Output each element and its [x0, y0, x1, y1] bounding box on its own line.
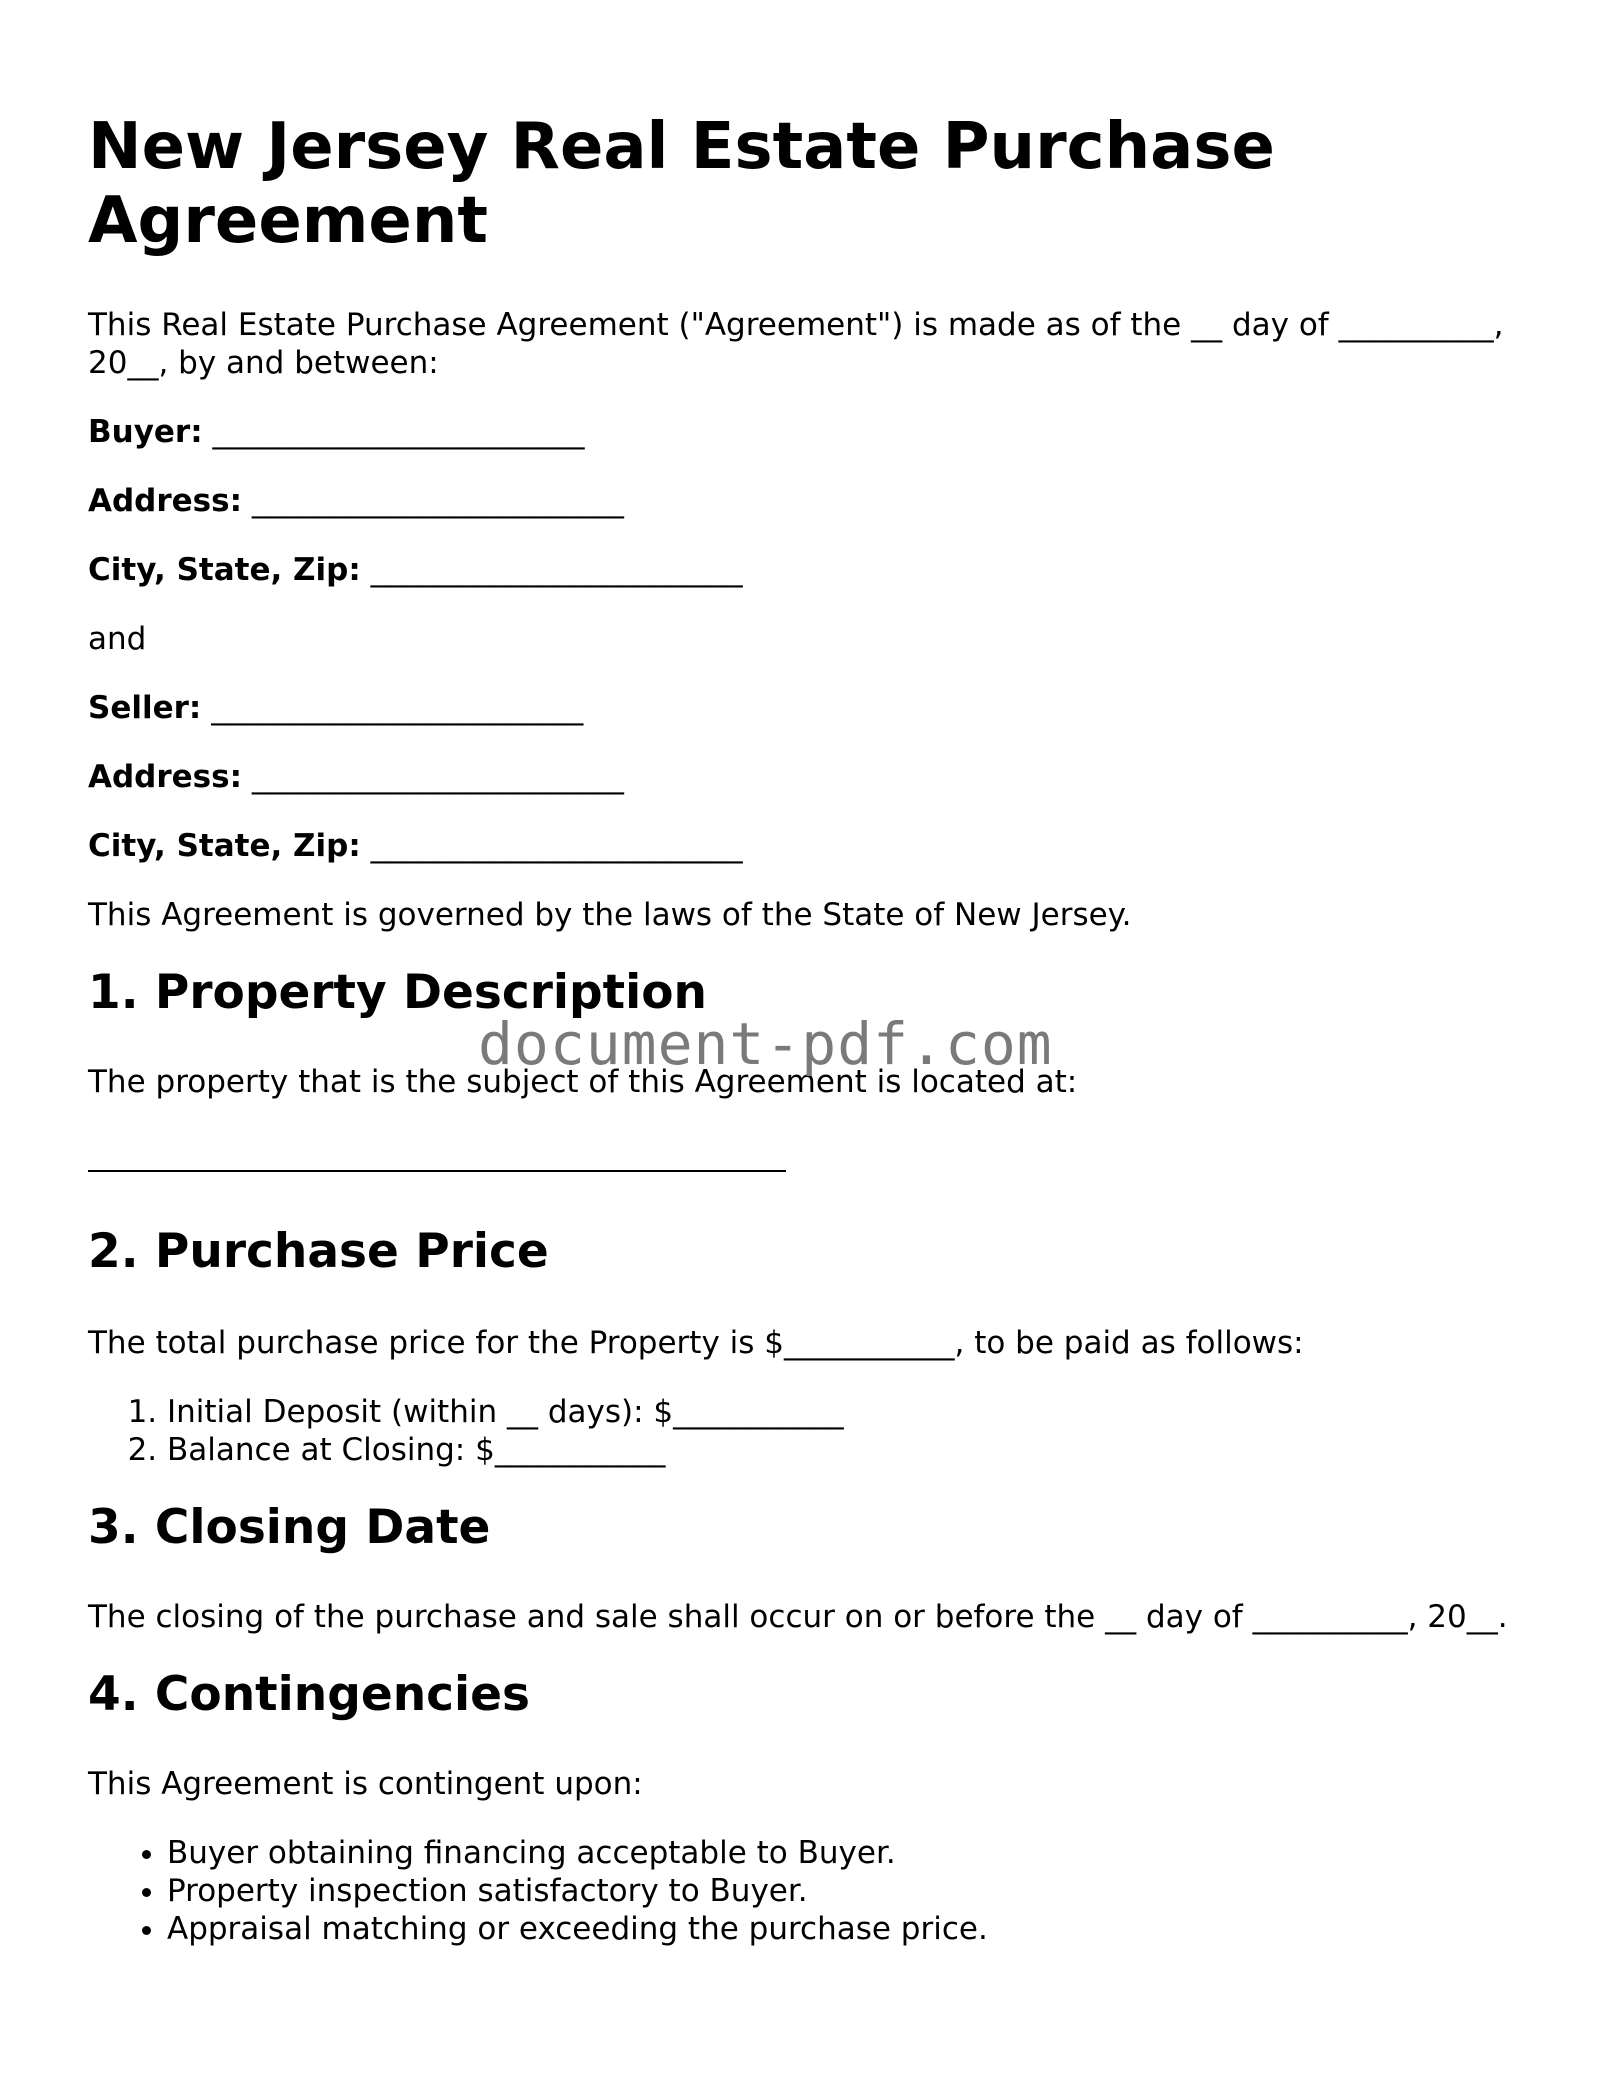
property-address-blank-line — [88, 1132, 786, 1172]
and-text: and — [88, 621, 147, 657]
watermark: document-pdf.com — [478, 1010, 1053, 1078]
section-contingencies-text: This Agreement is contingent upon: — [88, 1766, 643, 1802]
contingencies-list — [88, 1834, 1528, 1948]
section-property-text: The property that is the subject of this Agreement is located at: — [88, 1064, 1078, 1100]
buyer-city-label: City, State, Zip: — [88, 552, 361, 588]
seller-name-label: Seller: — [88, 690, 202, 726]
list-item: • Property inspection satisfactory to Buyer. — [167, 1872, 1528, 1910]
buyer-city-field — [88, 551, 1528, 589]
list-item: 1. Initial Deposit (within __ days): $___________ — [167, 1393, 1528, 1431]
seller-address-field — [88, 758, 1528, 796]
section-property-heading: 1. Property Description — [88, 965, 707, 1020]
buyer-name-blank: ________________________ — [212, 414, 585, 450]
price-payment-list — [88, 1393, 1528, 1469]
buyer-address-blank: ________________________ — [251, 483, 624, 519]
buyer-city-blank: ________________________ — [370, 552, 743, 588]
section-contingencies-heading: 4. Contingencies — [88, 1667, 531, 1722]
seller-name-blank: ________________________ — [211, 690, 584, 726]
section-closing-heading: 3. Closing Date — [88, 1500, 491, 1555]
buyer-address-label: Address: — [88, 483, 242, 519]
seller-address-label: Address: — [88, 759, 242, 795]
document-title: New Jersey Real Estate Purchase Agreement — [88, 110, 1275, 258]
seller-city-field — [88, 827, 1528, 865]
seller-name-field — [88, 689, 1528, 727]
list-item: • Buyer obtaining financing acceptable to Buyer. — [167, 1834, 1528, 1872]
seller-address-blank: ________________________ — [251, 759, 624, 795]
section-price-text: The total purchase price for the Property is $___________, to be paid as follows: — [88, 1325, 1304, 1361]
intro-paragraph: This Real Estate Purchase Agreement ("Agreement") is made as of the __ day of __________, 20__, by and between: — [88, 307, 1504, 381]
governing-law-paragraph: This Agreement is governed by the laws of the State of New Jersey. — [88, 897, 1132, 933]
buyer-name-label: Buyer: — [88, 414, 203, 450]
seller-city-label: City, State, Zip: — [88, 828, 361, 864]
section-closing-text: The closing of the purchase and sale shall occur on or before the __ day of __________, 20__. — [88, 1599, 1508, 1635]
seller-city-blank: ________________________ — [370, 828, 743, 864]
list-item: 2. Balance at Closing: $___________ — [167, 1431, 1528, 1469]
buyer-address-field — [88, 482, 1528, 520]
section-price-heading: 2. Purchase Price — [88, 1224, 549, 1279]
list-item: • Appraisal matching or exceeding the purchase price. — [167, 1910, 1528, 1948]
buyer-name-field — [88, 413, 1528, 451]
